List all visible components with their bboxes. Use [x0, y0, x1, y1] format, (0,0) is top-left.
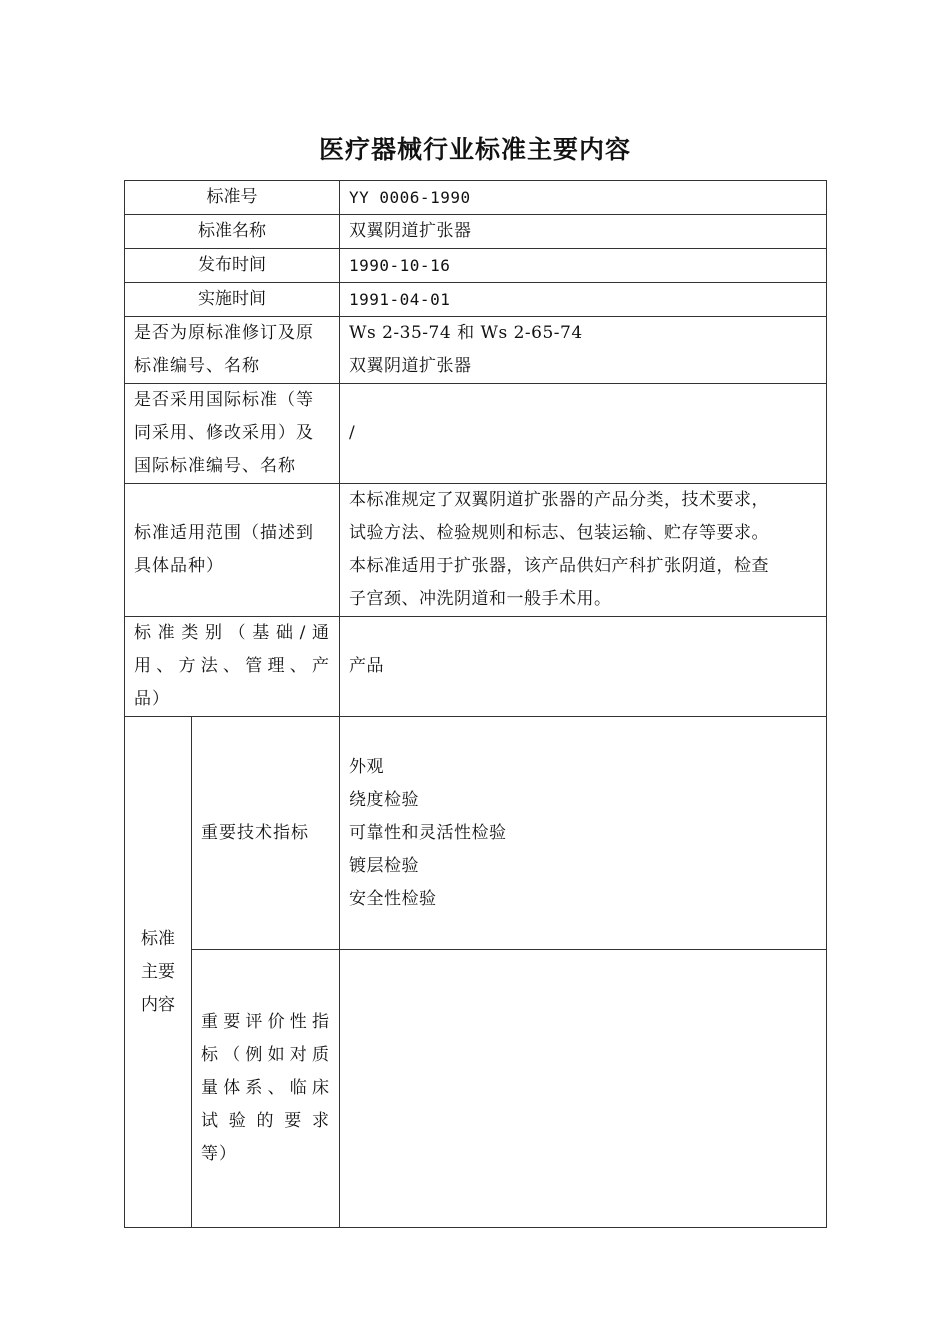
row-implement-date — [125, 283, 827, 317]
implement-date-value: 1991-04-01 — [340, 283, 827, 317]
publish-date-value: 1990-10-16 — [340, 249, 827, 283]
row-publish-date — [125, 249, 827, 283]
intl-adoption-label-line: 是否采用国际标准（等 — [134, 390, 314, 410]
tech-indicator-item: 安全性检验 — [349, 888, 437, 909]
tech-indicator-item: 镀层检验 — [349, 855, 419, 876]
eval-label-line: 标（例如对质 — [201, 1045, 330, 1065]
tech-indicator-item: 外观 — [349, 756, 384, 777]
main-content-group-label — [125, 717, 192, 1228]
standard-name-label: 标准名称 — [125, 215, 340, 249]
revision-value — [340, 317, 827, 384]
revision-label — [125, 317, 340, 384]
group-label-line: 内容 — [141, 994, 175, 1015]
row-standard-name — [125, 215, 827, 249]
row-scope — [125, 484, 827, 617]
standard-no-label: 标准号 — [125, 181, 340, 215]
original-standard-numbers: Ws 2-35-74 和 Ws 2-65-74 — [349, 323, 583, 343]
eval-label-line: 重要评价性指 — [201, 1012, 330, 1032]
tech-indicators-list — [340, 717, 827, 950]
publish-date-label: 发布时间 — [125, 249, 340, 283]
scope-text-line: 本标准规定了双翼阴道扩张器的产品分类，技术要求， — [349, 490, 769, 510]
tech-indicator-item: 可靠性和灵活性检验 — [349, 822, 507, 843]
eval-label-line: 试验的要求 — [201, 1111, 330, 1131]
scope-text-line: 本标准适用于扩张器，该产品供妇产科扩张阴道，检查 — [349, 556, 769, 576]
original-standard-name: 双翼阴道扩张器 — [349, 356, 472, 376]
row-revision — [125, 317, 827, 384]
scope-label-line: 具体品种） — [134, 556, 224, 576]
category-label-line: 标准类别（基础/通 — [134, 623, 330, 643]
tech-indicator-item: 绕度检验 — [349, 789, 419, 810]
tech-indicators-label: 重要技术指标 — [192, 717, 340, 950]
scope-text-line: 子宫颈、冲洗阴道和一般手术用。 — [349, 589, 612, 609]
scope-value — [340, 484, 827, 617]
category-value: 产品 — [340, 617, 827, 717]
revision-label-line: 是否为原标准修订及原 — [134, 323, 314, 343]
page-title: 医疗器械行业标准主要内容 — [318, 135, 631, 164]
row-tech-indicators — [125, 717, 827, 950]
revision-label-line: 标准编号、名称 — [134, 356, 260, 376]
eval-indicators-label — [192, 950, 340, 1228]
eval-label-line: 量体系、临床 — [201, 1078, 330, 1098]
intl-adoption-label-line: 同采用、修改采用）及 — [134, 423, 314, 443]
standard-no-value: YY 0006-1990 — [340, 181, 827, 215]
row-standard-no — [125, 181, 827, 215]
scope-label — [125, 484, 340, 617]
eval-label-line: 等） — [201, 1144, 237, 1164]
row-eval-indicators — [125, 950, 827, 1228]
intl-adoption-value: / — [340, 384, 827, 484]
intl-adoption-label — [125, 384, 340, 484]
category-label — [125, 617, 340, 717]
row-intl-adoption — [125, 384, 827, 484]
row-category — [125, 617, 827, 717]
category-label-line: 品） — [134, 689, 170, 709]
intl-adoption-label-line: 国际标准编号、名称 — [134, 456, 296, 476]
implement-date-label: 实施时间 — [125, 283, 340, 317]
eval-indicators-value — [340, 950, 827, 1228]
group-label-line: 主要 — [141, 961, 175, 982]
scope-text-line: 试验方法、检验规则和标志、包装运输、贮存等要求。 — [349, 523, 769, 543]
standard-name-value: 双翼阴道扩张器 — [340, 215, 827, 249]
scope-label-line: 标准适用范围（描述到 — [134, 523, 314, 543]
standard-info-table — [124, 180, 827, 1228]
group-label-line: 标准 — [141, 928, 175, 949]
category-label-line: 用、方法、管理、产 — [134, 656, 330, 676]
